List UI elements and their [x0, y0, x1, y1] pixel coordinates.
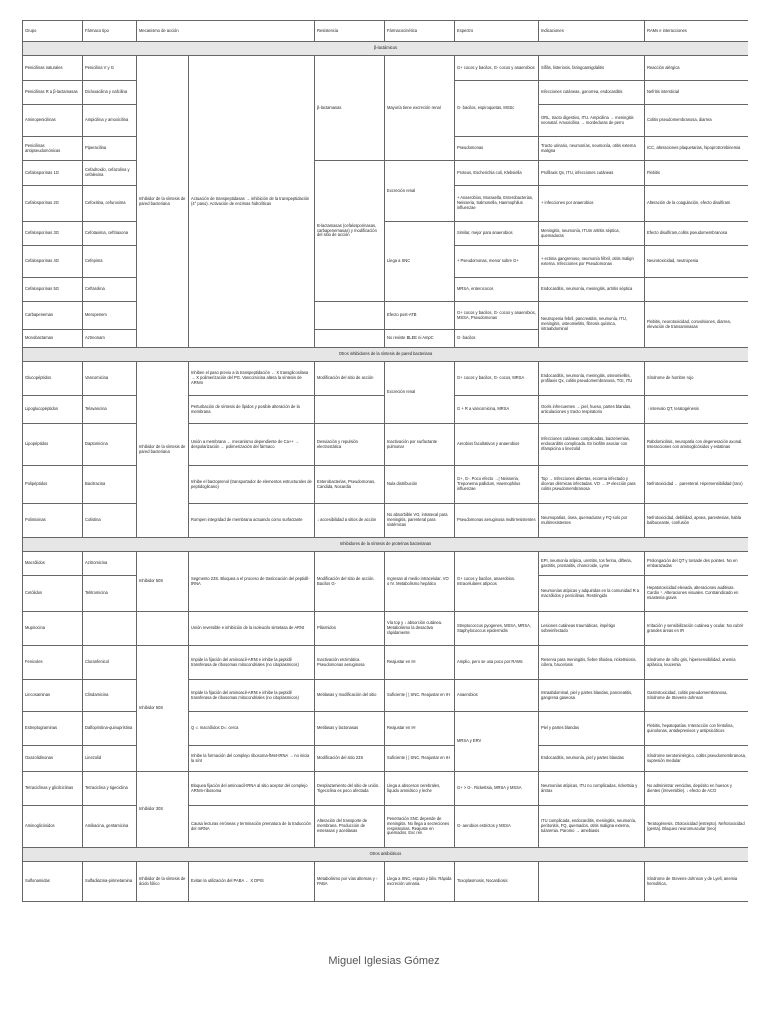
table-row — [23, 302, 749, 330]
cell-farmacocinetica: Excreción renal — [385, 362, 455, 424]
cell-indicaciones: ORL, tracto digestivo, ITU. Ampicilina → meningitis neonatal. Amoxicilina → mordeduras de perro — [539, 105, 645, 137]
header-indicaciones: Indicaciones — [539, 21, 645, 42]
cell-farmaco: Cefotaxima, ceftriaxona — [83, 222, 137, 246]
table-row — [23, 746, 749, 772]
cell-farmacocinetica: Efecto post-ATB — [385, 302, 455, 330]
cell-farmaco: Bacitracina — [83, 466, 137, 504]
cell-farmaco: Aztreonam — [83, 330, 137, 348]
cell-mecanismo-grupo: Inhibidor de la síntesis de ácido fólico — [137, 862, 189, 902]
cell-farmaco: Dalfopristina-quinupristina — [83, 712, 137, 746]
cell-espectro: G- bacilos, espiroquetas, MSSc — [455, 81, 539, 137]
cell-mecanismo: Bloquea fijación del aminoacil-tRNA al sitio aceptor del complejo ARNm-ribosoma — [189, 772, 315, 806]
table-row — [23, 56, 749, 81]
cell-farmaco: Clindamicina — [83, 680, 137, 712]
cell-indicaciones: Endocarditis, neumonía, piel y partes blandas — [539, 746, 645, 772]
cell-rams: Neurotoxicidad, neutropenia — [645, 246, 749, 278]
cell-farmaco: Tetraciclina y tigeciclina — [83, 772, 137, 806]
cell-farmacocinetica: Llega a SNC — [385, 222, 455, 302]
cell-mecanismo: Q ⊂ macrólidos D⊂ cerca — [189, 712, 315, 746]
cell-rams: Prolongación del QT y torsade des pointes. No en embarazadas — [645, 552, 749, 576]
cell-espectro: G- bacilos — [455, 330, 539, 348]
table-row — [23, 362, 749, 396]
table-row — [23, 424, 749, 466]
cell-farmaco: Penicilina V y G — [83, 56, 137, 81]
cell-grupo: Cetólidos — [23, 576, 83, 612]
cell-resistencia: Plásmidos — [315, 612, 385, 646]
cell-indicaciones: Infecciones cutáneas complicadas, bacteriemias, endocarditis complicada. En biofilm asociar con rifampicina o linezolid — [539, 424, 645, 466]
cell-farmaco: Dicloxacilina y nafcilina — [83, 81, 137, 105]
cell-grupo: Lipoglucopéptidos — [23, 396, 83, 424]
cell-resistencia: β-lactamasas — [315, 56, 385, 161]
cell-mecanismo: Perturbación de síntesis de lípidos y posible alteración de la membrana — [189, 396, 315, 424]
cell-farmaco: Telitromicina — [83, 576, 137, 612]
cell-mecanismo: Inhibe la formación del complejo ribosoma-fMet-tRNA → no inicia la sínt — [189, 746, 315, 772]
header-grupo: Grupo — [23, 21, 83, 42]
cell-farmacocinetica: Suficiente | | SNC. Reajustar en IH — [385, 746, 455, 772]
cell-mecanismo: Causa lecturas erróneas y terminación prematura de la traducción del mRNA — [189, 806, 315, 848]
cell-grupo: Cefalosporinas 5G — [23, 278, 83, 302]
cell-indicaciones: Lesiones cutáneas traumáticas, impétigo sobreinfectado — [539, 612, 645, 646]
cell-farmacocinetica: No absorbible VO, intratecal para meningitis, parenteral para sistémicas — [385, 504, 455, 538]
cell-resistencia: Modificación del sitio 23S — [315, 746, 385, 772]
cell-espectro: Pseudomonas — [455, 137, 539, 161]
table-row — [23, 862, 749, 902]
cell-mecanismo: Impide la fijación del aminoacil-ARNt e inhibe la peptidil transferasa de ribosomas mitocondriales (no citoplasmicos) — [189, 680, 315, 712]
header-resistencia: Resistencia — [315, 21, 385, 42]
cell-resistencia — [315, 302, 385, 330]
cell-rams: No administrar vencidas, depósito en huesos y dientes (irreversible). ↓ efecto de ACO — [645, 772, 749, 806]
cell-grupo: Cefalosporinas 3G — [23, 222, 83, 246]
cell-grupo: Polimixinas — [23, 504, 83, 538]
cell-resistencia: B-lactamasas (cefalosporinasas, carbapenemasas) y modificación del sitio de acción — [315, 161, 385, 302]
cell-indicaciones: Ocels infrecuentes → piel, hueso, partes blandas, articulaciones y tracto respiratorio — [539, 396, 645, 424]
cell-farmaco: Telavancina — [83, 396, 137, 424]
cell-farmaco: Azitromicina — [83, 552, 137, 576]
cell-indicaciones: Profilaxis Qx, ITU, infecciones cutáneas — [539, 161, 645, 186]
cell-rams: Hepatotoxicidad elevada, alteraciones auditivas. Cardio ⁺. Alteraciones visuales. Contraindicado en miastenia gravis — [645, 576, 749, 612]
cell-farmacocinetica: Penetración SNC depende de meningitis. No llega a secreciones respiratorias. Reajuste en quemados. Exc ren — [385, 806, 455, 848]
cell-farmaco: Meropenem — [83, 302, 137, 330]
cell-espectro: Anaerobios — [455, 680, 539, 712]
cell-resistencia — [315, 396, 385, 424]
cell-farmacocinetica: Nula distribución — [385, 466, 455, 504]
cell-grupo: Cefalosporinas 4G — [23, 246, 83, 278]
cell-rams: Efecto disulfiram,colitis pseudomembranosa — [645, 222, 749, 246]
cell-farmaco: Colistina — [83, 504, 137, 538]
cell-rams: Teratogénesis. Ototoxicidad (estrepto). Nefrotoxicidad (genta). Bloqueo neuromuscular (neo) — [645, 806, 749, 848]
cell-rams: Síndrome de hombre rojo — [645, 362, 749, 396]
cell-resistencia: Enterobacterias, Pseudomonas, Candida, Nocardia — [315, 466, 385, 504]
cell-rams: Nefrotoxicidad, debilidad, apnea, parestesias, habla balbuceante, confusión — [645, 504, 749, 538]
header-mecanismo: Mecanismo de acción — [137, 21, 315, 42]
cell-indicaciones: Top → Infecciones abiertas, eccema infectado y úlceras dérmicas infectadas. VO → 3ª elección para colitis pseudomembranosa — [539, 466, 645, 504]
cell-farmacocinetica: Mayoría tiene excreción renal — [385, 56, 455, 161]
author-footer: Miguel Iglesias Gómez — [328, 955, 440, 967]
cell-rams: Flebitis — [645, 161, 749, 186]
cell-rams: Colitis pseudomembranosa, diarrea — [645, 105, 749, 137]
cell-grupo: Polipéptidos — [23, 466, 83, 504]
cell-mecanismo-grupo: Inhibidor 50S — [137, 552, 189, 612]
cell-rams: ↑ intervalo QT, teratogénesis — [645, 396, 749, 424]
cell-indicaciones: EPI, neumonía atípica, uretritis, tos ferina, difteria, gastritis, prostatitis, chancroide, Lyme — [539, 552, 645, 576]
section-title: Otros antibióticos — [23, 848, 749, 862]
cell-resistencia: ↓ accesibilidad a sitios de acción — [315, 504, 385, 538]
cell-farmacocinetica: Reajustar en IH — [385, 712, 455, 746]
cell-mecanismo-grupo: Inhibidor de la síntesis de pared bacteriana — [137, 362, 189, 538]
cell-espectro: + Pseudomonas, menor sobre G+ — [455, 246, 539, 278]
section-row — [23, 42, 749, 56]
cell-grupo: Cefalosporinas 2G — [23, 186, 83, 222]
cell-indicaciones: Tracto urinario, neumonías, neumonía, otitis externa maligna — [539, 137, 645, 161]
cell-espectro: Pseudomonas aeruginosa multirresistentes — [455, 504, 539, 538]
table-row — [23, 612, 749, 646]
cell-espectro: G + R a vancomicina, MRSA — [455, 396, 539, 424]
cell-rams — [645, 278, 749, 302]
cell-rams: ICC, alteraciones plaquetarias, hipoprotrombinemia — [645, 137, 749, 161]
cell-espectro: Proteus, Escherichia coli, Klebsiella — [455, 161, 539, 186]
cell-farmaco: Vancomicina — [83, 362, 137, 396]
cell-grupo: Penicilinas R a β-lactamasas — [23, 81, 83, 105]
cell-farmaco: Cefadroxilo, cefazolina y cefalexina — [83, 161, 137, 186]
cell-espectro: Toxoplasmosis, Nocardiosis — [455, 862, 539, 902]
cell-resistencia — [315, 330, 385, 348]
table-row — [23, 222, 749, 246]
cell-espectro: G+ cocos y bacilos, G- cocos, MRSA — [455, 362, 539, 396]
cell-espectro: Aerobios facultativos y anaerobios — [455, 424, 539, 466]
cell-espectro: Amplio, pero se usa poco por RAMs — [455, 646, 539, 680]
cell-mecanismo: Evitan la utilización del PABA ← X DPIS — [189, 862, 315, 902]
cell-farmacocinetica: Ingresan al medio intracelular. VO o IV. Metabolismo hepático — [385, 552, 455, 612]
cell-rams: Nefrotoxicidad ← parenteral. Hipersensibilidad (raro) — [645, 466, 749, 504]
cell-farmaco: Piperacilina — [83, 137, 137, 161]
cell-indicaciones: Meningitis, neumonía, ITUm artritis séptica, quemaduras — [539, 222, 645, 246]
cell-espectro: G- aerobios estrictos y MSSA — [455, 806, 539, 848]
cell-resistencia: Metabolismo por vías alternas y ↑ PABA — [315, 862, 385, 902]
cell-grupo: Oxazolidinonas — [23, 746, 83, 772]
header-rams: RAMs e interacciones — [645, 21, 749, 42]
table-row — [23, 552, 749, 576]
pharmacology-table-sheet — [22, 20, 748, 922]
cell-mecanismo: Segmento 23S. Bloquea a el proceso de traslocación del peptidil-tRNA — [189, 552, 315, 612]
cell-indicaciones: Infecciones cutáneas, gonorrea, endocarditis — [539, 81, 645, 105]
cell-mecanismo-grupo: Inhibidor 30S — [137, 772, 189, 848]
table-row — [23, 504, 749, 538]
table-row — [23, 772, 749, 806]
table-row — [23, 646, 749, 680]
cell-mecanismo: Rompen integridad de membrana actuando como surfactante — [189, 504, 315, 538]
cell-mecanismo: Inhiben el paso previo a la transpeptidación ← X transglicosilasa → X polimerización del PG. Vancomicina altera la síntesis de ARNm — [189, 362, 315, 396]
cell-espectro: G+ cocos y bacilos, G- cocos y anaerobios, MSSA, Pseudomonas — [455, 302, 539, 330]
header-farmacocinetica: Fármacocinética — [385, 21, 455, 42]
section-row — [23, 538, 749, 552]
cell-farmaco: Cloranfenicol — [83, 646, 137, 680]
cell-resistencia: Metilasas y lactonasas — [315, 712, 385, 746]
cell-espectro: + Anaerobios, Moraxella, Enterobacterias, Neisseria, Salmonella, Haemophilus influenzae — [455, 186, 539, 222]
cell-grupo: Penicilinas naturales — [23, 56, 83, 81]
cell-espectro: G+ cocos y bacilos, G- cocos y anaerobios — [455, 56, 539, 81]
cell-resistencia: Modificación del sitio de acción. Bacilos G- — [315, 552, 385, 612]
cell-mecanismo: Inhibe el bactoprenol (transportador de elementos estructurales de peptidoglicano) — [189, 466, 315, 504]
section-row — [23, 848, 749, 862]
cell-grupo: Estreptograminas — [23, 712, 83, 746]
cell-mecanismo: Actuación de transpeptidasas → inhibición de la transpeptidación (4° paso). Activación de enzimas hidrolíticas — [189, 56, 315, 348]
cell-grupo: Mupirocina — [23, 612, 83, 646]
cell-rams: Síndrome de niño gris, hipersensibilidad, anemia aplásica, leucemia — [645, 646, 749, 680]
cell-mecanismo-grupo: Inhibidor 50S — [137, 646, 189, 772]
cell-farmacocinetica: Suficiente | | SNC. Reajustar en IH — [385, 680, 455, 712]
cell-mecanismo: Unión reversible e inhibición de la isoleucilo sintetasa de ARNt — [189, 612, 315, 646]
cell-rams: Rabdomiolisis, neuropatía con degeneración axonal. Interacciones con aminoglicósidos y estatinas — [645, 424, 749, 466]
cell-espectro: G+ cocos y bacilos, anaerobios. Intracelulares atípicos — [455, 552, 539, 612]
cell-grupo: Carbapenemas — [23, 302, 83, 330]
cell-indicaciones: Neumopatías, ósea, quemaduras y FQ solo por multirresistentes — [539, 504, 645, 538]
cell-farmacocinetica: No resiste BLEE ni AmpC — [385, 330, 455, 348]
header-farmaco: Fármaco tipo — [83, 21, 137, 42]
cell-espectro: G+, G-. Poco efecto →| Neisseria, Treponema pallidum, Haemophilus influenzae — [455, 466, 539, 504]
cell-grupo: Lipopéptidos — [23, 424, 83, 466]
cell-indicaciones: ITU complicada, endocarditis, meningitis, neumonía, peritonitis, FQ, quemados, otitis maligna externa, tularemia. Paromo → amebiasis — [539, 806, 645, 848]
cell-indicaciones — [539, 862, 645, 902]
cell-farmaco — [83, 612, 137, 646]
section-title: Otros inhibidores de la síntesis de pared bacteriana — [23, 348, 749, 362]
cell-farmaco: Cefoxitina, cefuroxima — [83, 186, 137, 222]
cell-farmacocinetica: Vía top y ↓ absorción cutánea. Metabolismo la desactiva rápidamente — [385, 612, 455, 646]
cell-farmaco: Ceftarolina — [83, 278, 137, 302]
cell-indicaciones: + infecciones por anaerobios — [539, 186, 645, 222]
table-row — [23, 712, 749, 746]
cell-mecanismo-grupo: Inhibidor de la síntesis de pared bacteriana — [137, 56, 189, 348]
cell-indicaciones: Piel y partes blandas — [539, 712, 645, 746]
table-row — [23, 806, 749, 848]
cell-indicaciones: Sífilis, listeriosis, faringoamigdalitis — [539, 56, 645, 81]
antibiotics-table — [22, 20, 748, 902]
cell-farmaco: Amikacina, gentamicina — [83, 806, 137, 848]
cell-espectro: G+ > G-. Rickettsia, MRSA y MSSA — [455, 772, 539, 806]
header-espectro: Espectro — [455, 21, 539, 42]
cell-farmaco: Ampicilina y amoxicilina — [83, 105, 137, 137]
cell-resistencia: Desviación y repulsión electrostática — [315, 424, 385, 466]
cell-grupo: Tetraciclinas y glicilciclinas — [23, 772, 83, 806]
section-title: Inhibidores de la síntesis de proteínas bacterianas — [23, 538, 749, 552]
table-row — [23, 161, 749, 186]
cell-rams: Reacción alérgica — [645, 56, 749, 81]
cell-grupo: Aminopenicilinas — [23, 105, 83, 137]
cell-mecanismo: Unión a membrana ← mecanismo dependiente de Ca++ → despolarización ← polimerización del fármaco — [189, 424, 315, 466]
cell-rams: Alteración de la coagulación, efecto disulfiram — [645, 186, 749, 222]
section-title: β-lactámicos — [23, 42, 749, 56]
cell-grupo: Fenicoles — [23, 646, 83, 680]
cell-espectro: Similar, mejor para anaerobios — [455, 222, 539, 246]
cell-indicaciones: Endocarditis, neumonía, meningitis, osteomielitis, profilaxis Qx, colitis pseudomembranosa, TGI, ITU — [539, 362, 645, 396]
cell-mecanismo-grupo — [137, 612, 189, 646]
cell-farmacocinetica: Llega a abscesos cerebrales, líquido amniótico y leche — [385, 772, 455, 806]
cell-indicaciones: Reserva para meningitis, fiebre tifoidea, rickettsiosis, cólera, brucelosis — [539, 646, 645, 680]
cell-resistencia: Inactivación enzimática. Pseudomonas aeruginosa — [315, 646, 385, 680]
header-row — [23, 21, 749, 42]
cell-rams: Síndrome de Stevens-Johnson y de Lyell, anemia hemolítica, — [645, 862, 749, 902]
cell-farmacocinetica: Excreción renal — [385, 161, 455, 222]
cell-espectro: MRSA y ERV — [455, 712, 539, 772]
cell-espectro: MRSA, enterococos — [455, 278, 539, 302]
cell-indicaciones: + ectima gangrenoso, neumonía fébril, otitis malign externa. Infecciones por Pseudomonas — [539, 246, 645, 278]
cell-indicaciones: Neutropenia febril, pancreatitis, neumonía, ITU, meningitis, osteomielitis, fibrosis quística, intraabdominal — [539, 302, 645, 348]
cell-espectro: Streptococcus pyogenes, MSSA, MRSA, Staphylococcus epidermidis — [455, 612, 539, 646]
cell-grupo: Macrólidos — [23, 552, 83, 576]
cell-grupo: Sulfonamidas — [23, 862, 83, 902]
cell-rams: Gastrotoxicidad, colitis pseudomembranosa, Síndrome de Stevens-Johnson — [645, 680, 749, 712]
cell-grupo: Monobactamas — [23, 330, 83, 348]
table-row — [23, 466, 749, 504]
cell-resistencia: Modificación del sitio de acción — [315, 362, 385, 396]
cell-grupo: Aminoglicósidos — [23, 806, 83, 848]
cell-farmaco: Linezolid — [83, 746, 137, 772]
cell-resistencia: Desplazamiento del sitio de unión. Tigeciclina es poco afectada — [315, 772, 385, 806]
cell-resistencia: Alteración del transporte de membrana. Producción de esterasas y acetilasas — [315, 806, 385, 848]
cell-resistencia: Metilasas y modificación del sitio — [315, 680, 385, 712]
cell-indicaciones: Neumonías atípicas y adquiridas en la comunidad R a macrólidos y penicilinas. Restringido — [539, 576, 645, 612]
cell-indicaciones: Intraabdominal, piel y partes blandas, pancreatitis, gangrena gaseosa — [539, 680, 645, 712]
cell-rams: Síndrome serotoninérgico, colitis pseudomembranosa, supresión medular — [645, 746, 749, 772]
cell-indicaciones: Neumonías atípicas, ITU no complicadas, rickettsia y ántrax — [539, 772, 645, 806]
cell-grupo: Penicilinas antipseudomónicas — [23, 137, 83, 161]
cell-farmacocinetica: Inactivación por surfactante pulmonar — [385, 424, 455, 466]
section-row — [23, 348, 749, 362]
cell-grupo: Cefalosporinas 1G — [23, 161, 83, 186]
cell-farmaco: Daptomicina — [83, 424, 137, 466]
cell-rams: Nefritis intersticial — [645, 81, 749, 105]
cell-rams: Flebitis, hepatopatías. Interacción con fentolina, quinolonas, antidepresivos y antipsicóticos — [645, 712, 749, 746]
cell-farmaco: Cefepima — [83, 246, 137, 278]
cell-farmacocinetica: Reajustar en IH — [385, 646, 455, 680]
cell-farmacocinetica: Llega a SNC, esputo y bilis. Rápida excreción urinaria. — [385, 862, 455, 902]
cell-rams: Irritación y sensibilización cutánea y ocular. No cubrir grandes áreas en IR — [645, 612, 749, 646]
cell-indicaciones: Endocarditis, neumonía, meningitis, artritis séptica — [539, 278, 645, 302]
cell-grupo: Lincosaminas — [23, 680, 83, 712]
table-row — [23, 680, 749, 712]
cell-farmaco: Sulfadiazina-pirimetamina — [83, 862, 137, 902]
cell-mecanismo: Impide la fijación del aminoacil-ARNt e inhibe la peptidil transferasa de ribosomas mitocondriales (no citoplasmicos) — [189, 646, 315, 680]
cell-rams: Flebitis, neurotoxicidad, convulsiones, diarrea, elevación de transaminasas — [645, 302, 749, 348]
cell-grupo: Glucopéptidos — [23, 362, 83, 396]
